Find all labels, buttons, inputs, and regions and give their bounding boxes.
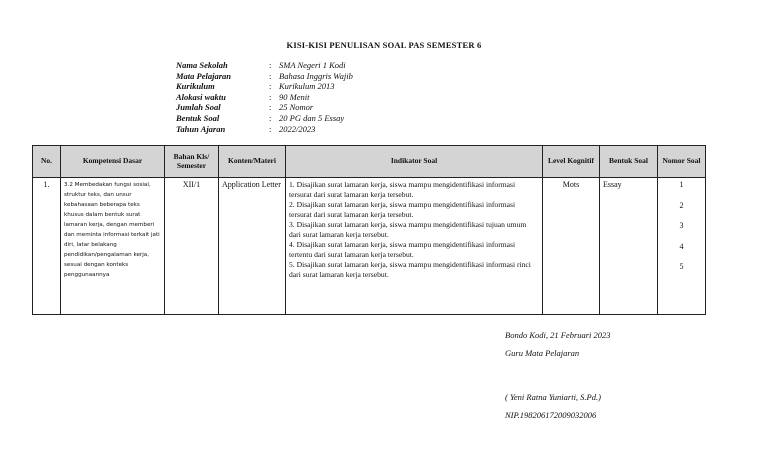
meta-row-mapel <box>176 71 353 82</box>
meta-value: SMA Negeri 1 Kodi <box>279 60 346 70</box>
meta-colon: : <box>269 70 272 81</box>
header-nomor: Nomor Soal <box>658 146 706 178</box>
meta-colon: : <box>269 60 272 70</box>
cell-no: 1. <box>33 178 61 315</box>
cell-level: Mots <box>543 178 600 315</box>
meta-colon: : <box>269 102 272 113</box>
meta-label: Kurikulum <box>176 81 215 92</box>
meta-row-kurikulum <box>176 81 353 92</box>
document-title: KISI-KISI PENULISAN SOAL PAS SEMESTER 6 <box>286 40 482 50</box>
signature-role: Guru Mata Pelajaran <box>505 348 580 358</box>
cell-kompetensi: 3.2 Membedakan fungsi sosial, struktur teks, dan unsur kebahasaan beberapa teks khusus dalam bentuk surat lamaran kerja, dengan memberi dan meminta informasi terkait jati diri, latar belakang pendidikan/pengalaman kerja, sesuai dengan konteks penggunaannya <box>61 178 165 315</box>
meta-colon: : <box>269 91 272 102</box>
meta-value: Bahasa Inggris Wajib <box>279 70 353 81</box>
indikator-item: 1. Disajikan surat lamaran kerja, siswa mampu mengidentifikasi informasi tersurat dari surat lamaran kerja tersebut. <box>289 180 516 199</box>
meta-row-sekolah <box>176 60 353 71</box>
header-indikator: Indikator Soal <box>286 146 543 178</box>
nomor-item: 4 <box>679 241 684 251</box>
signature-name: ( Yeni Ratna Yuniarti, S.Pd.) <box>505 392 601 402</box>
header-bentuk: Bentuk Soal <box>600 146 658 178</box>
table-header-row <box>33 146 706 178</box>
meta-row-alokasi <box>176 92 353 103</box>
meta-value: 90 Menit <box>279 91 310 102</box>
nomor-item: 2 <box>679 200 684 210</box>
meta-colon: : <box>269 123 272 134</box>
meta-row-bentuk <box>176 113 353 124</box>
nomor-item: 1 <box>679 180 684 189</box>
document-meta <box>176 60 353 134</box>
meta-colon: : <box>269 81 272 92</box>
indikator-item: 3. Disajikan surat lamaran kerja, siswa mampu mengidentifikasi tujuan umum dari surat lamaran kerja tersebut. <box>289 220 527 239</box>
meta-label: Alokasi waktu <box>176 91 226 102</box>
header-no: No. <box>33 146 61 178</box>
meta-label: Jumlah Soal <box>176 102 221 113</box>
meta-value: Kurikulum 2013 <box>279 81 335 92</box>
indikator-item: 4. Disajikan surat lamaran kerja, siswa mampu mengidentifikasi informasi tertentu dari surat lamaran kerja tersebut. <box>289 240 516 259</box>
meta-label: Bentuk Soal <box>176 112 220 123</box>
kisi-kisi-table <box>32 145 706 315</box>
header-konten: Konten/Materi <box>219 146 286 178</box>
meta-value: 25 Nomor <box>279 102 314 113</box>
header-bahan: Bahan Kls/ Semester <box>165 146 219 178</box>
meta-label: Tahun Ajaran <box>176 123 226 134</box>
header-kompetensi: Kompetensi Dasar <box>61 146 165 178</box>
cell-indikator <box>286 178 543 315</box>
meta-colon: : <box>269 112 272 123</box>
meta-label: Mata Pelajaran <box>176 70 232 81</box>
meta-row-tahun <box>176 124 353 135</box>
indikator-item: 2. Disajikan surat lamaran kerja, siswa mampu mengidentifikasi informasi tersurat dari surat lamaran kerja tersebut. <box>289 200 516 219</box>
table-row <box>33 178 706 315</box>
indikator-item: 5. Disajikan surat lamaran kerja, siswa mampu mengidentifikasi informasi rinci dari surat lamaran kerja tersebut. <box>289 260 531 279</box>
meta-value: 20 PG dan 5 Essay <box>279 112 345 123</box>
cell-bahan: XII/1 <box>165 178 219 315</box>
cell-nomor <box>658 178 706 315</box>
nomor-item: 3 <box>679 221 684 230</box>
cell-konten: Application Letter <box>219 178 286 315</box>
signature-place-date: Bondo Kodi, 21 Februari 2023 <box>505 330 611 340</box>
meta-label: Nama Sekolah <box>176 60 228 70</box>
cell-bentuk: Essay <box>600 178 658 315</box>
header-level: Level Kognitif <box>543 146 600 178</box>
meta-row-jumlah <box>176 102 353 113</box>
signature-nip: NIP.198206172009032006 <box>505 410 597 420</box>
meta-value: 2022/2023 <box>279 123 316 134</box>
nomor-item: 5 <box>679 262 684 271</box>
